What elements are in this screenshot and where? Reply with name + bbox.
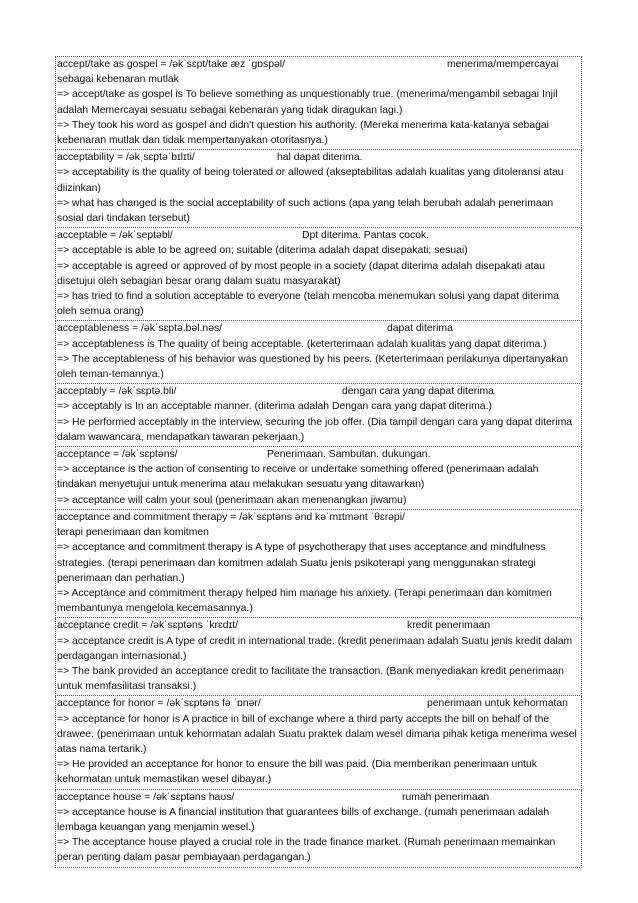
entry-header: [57, 228, 580, 243]
definition-line: => acceptance for honor is A practice in bill of exchange where a third party accepts the bill on behalf of the drawee. (penerimaan untuk kehormatan adalah Suatu praktek dalam wesel dimana pihak ketiga menerima wesel atas nama tertarik.): [57, 713, 577, 755]
headword: acceptableness = /əkˈsɛptə.bəl.nəs/: [57, 323, 223, 335]
headword: acceptable = /əkˈseptəbl/: [57, 230, 173, 242]
entry-header: [57, 384, 580, 399]
entry-header: [57, 696, 580, 711]
translation: kredit penerimaan: [407, 620, 491, 632]
headword: acceptance house = /əkˈsɛptəns haʊs/: [57, 791, 235, 803]
dictionary-entry: [55, 56, 582, 150]
definition-line: => has tried to find a solution acceptable to everyone (telah mencoba menemukan solusi yang dapat diterima oleh semua orang): [57, 291, 559, 318]
definition-line: => acceptable is able to be agreed on; suitable (diterima adalah dapat disepakati; sesuai): [57, 245, 468, 257]
translation: dengan cara yang dapat diterima: [342, 386, 494, 398]
dictionary-entry: [55, 150, 582, 228]
definition-line: => acceptance is the action of consenting to receive or undertake something offered (penerimaan adalah tindakan menyetujui untuk menerima atau melakukan sesuatu yang ditawarkan): [57, 464, 539, 491]
definition-line: => He provided an acceptance for honor to ensure the bill was paid. (Dia memberikan penerimaan untuk kehormatan untuk memastikan wesel dibayar.): [57, 759, 537, 786]
definition-line: => He performed acceptably in the interview, securing the job offer. (Dia tampil dengan cara yang dapat diterima dalam wawancara, mendapatkan tawaran pekerjaan.): [57, 416, 573, 443]
translation-continued: terapi penerimaan dan komitmen: [57, 527, 209, 539]
dictionary-entry: [55, 790, 582, 868]
dictionary-page: [55, 56, 582, 868]
headword: acceptance for honor = /əkˈsɛptəns fə ˈɒnər/: [57, 698, 261, 710]
definition-line: => acceptance and commitment therapy is A type of psychotherapy that uses acceptance and mindfulness strategies. (terapi penerimaan dan komitmen adalah Suatu jenis psikoterapi yang menggunakan strategi penerimaan dan perhatian.): [57, 542, 546, 584]
definition-line: => acceptable is agreed or approved of by most people in a society (dapat diterima adalah disepakati atau disetujui oleh sebagian besar orang dalam suatu masyarakat): [57, 260, 546, 287]
dictionary-entry: [55, 447, 582, 510]
dictionary-entry: [55, 696, 582, 789]
definition-line: => acceptance house is A financial institution that guarantees bills of exchange. (rumah penerimaan adalah lembaga keuangan yang menjamin wesel.): [57, 806, 550, 833]
headword: acceptability = /əkˌsɛptəˈbɪlɪti/: [57, 152, 195, 164]
translation: Penerimaan. Sambutan. dukungan.: [267, 449, 431, 461]
entry-header: [57, 510, 580, 525]
definition-line: => They took his word as gospel and didn't question his authority. (Mereka menerima kata-katanya sebagai kebenaran mutlak dan tidak mempertanyakan otoritasnya.): [57, 119, 549, 147]
headword: accept/take as gospel = /əkˈsɛpt/take æz ˈɡɒspəl/: [57, 59, 285, 70]
definition-line: => acceptability is the quality of being tolerated or allowed (akseptabilitas adalah kualitas yang ditoleransi atau diizinkan): [57, 167, 564, 194]
translation: dapat diterima: [387, 323, 453, 335]
definition-line: => The acceptableness of his behavior was questioned by his peers. (Keterterimaan perilakunya dipertanyakan oleh teman-temannya.): [57, 353, 568, 381]
dictionary-entry: [55, 321, 582, 384]
dictionary-entry: [55, 384, 582, 447]
entry-header: [57, 618, 580, 633]
headword: acceptance and commitment therapy = /əkˈsɛptəns ənd kəˈmɪtmənt ˈθɛrəpi/: [57, 511, 405, 523]
dictionary-entry: [55, 228, 582, 321]
dictionary-entry: [55, 618, 582, 696]
dictionary-entry: [55, 510, 582, 618]
entry-header: [57, 57, 580, 72]
definition-line: => acceptance credit is A type of credit in international trade. (kredit penerimaan adalah Suatu jenis kredit dalam perdagangan internasional.): [57, 635, 573, 662]
translation: menerima/mempercayai: [447, 59, 559, 70]
translation-continued: sebagai kebenaran mutlak: [57, 74, 179, 86]
entry-header: [57, 321, 580, 336]
headword: acceptably = /əkˈsɛptə.bli/: [57, 386, 177, 398]
entry-header: [57, 447, 580, 462]
definition-line: => what has changed is the social acceptability of such actions (apa yang telah berubah adalah penerimaan sosial dari tindakan tersebut): [57, 197, 554, 225]
translation: penerimaan untuk kehormatan: [427, 698, 568, 710]
entry-header: [57, 790, 580, 805]
definition-line: => The acceptance house played a crucial role in the trade finance market. (Rumah penerimaan memainkan peran penting dalam pasar pembiayaan perdagangan.): [57, 837, 556, 864]
definition-line: => Acceptance and commitment therapy helped him manage his anxiety. (Terapi penerimaan dan komitmen membantunya mengelola kecemasannya.): [57, 587, 552, 615]
translation: hal dapat diterima.: [277, 152, 363, 164]
translation: rumah penerimaan: [402, 791, 490, 803]
definition-line: => acceptableness is The quality of being acceptable. (keterterimaan adalah kualitas yang dapat diterima.): [57, 338, 547, 350]
headword: acceptance credit = /əkˈsɛptəns ˈkrɛdɪt/: [57, 620, 238, 632]
definition-line: => The bank provided an acceptance credit to facilitate the transaction. (Bank menyediakan kredit penerimaan untuk memfasilitasi transaksi.): [57, 665, 564, 693]
definition-line: => acceptably is In an acceptable manner. (diterima adalah Dengan cara yang dapat diterima.): [57, 401, 492, 413]
entry-header: [57, 150, 580, 165]
translation: Dpt diterima. Pantas cocok.: [302, 230, 430, 242]
headword: acceptance = /əkˈsɛptəns/: [57, 449, 178, 461]
definition-line: => acceptance will calm your soul (penerimaan akan menenangkan jiwamu): [57, 494, 407, 506]
definition-line: => accept/take as gospel is To believe something as unquestionably true. (menerima/mengambil sebagai Injil adalah Memercayai sesuatu sebagai kebenaran yang tidak diragukan lagi.): [57, 89, 558, 116]
